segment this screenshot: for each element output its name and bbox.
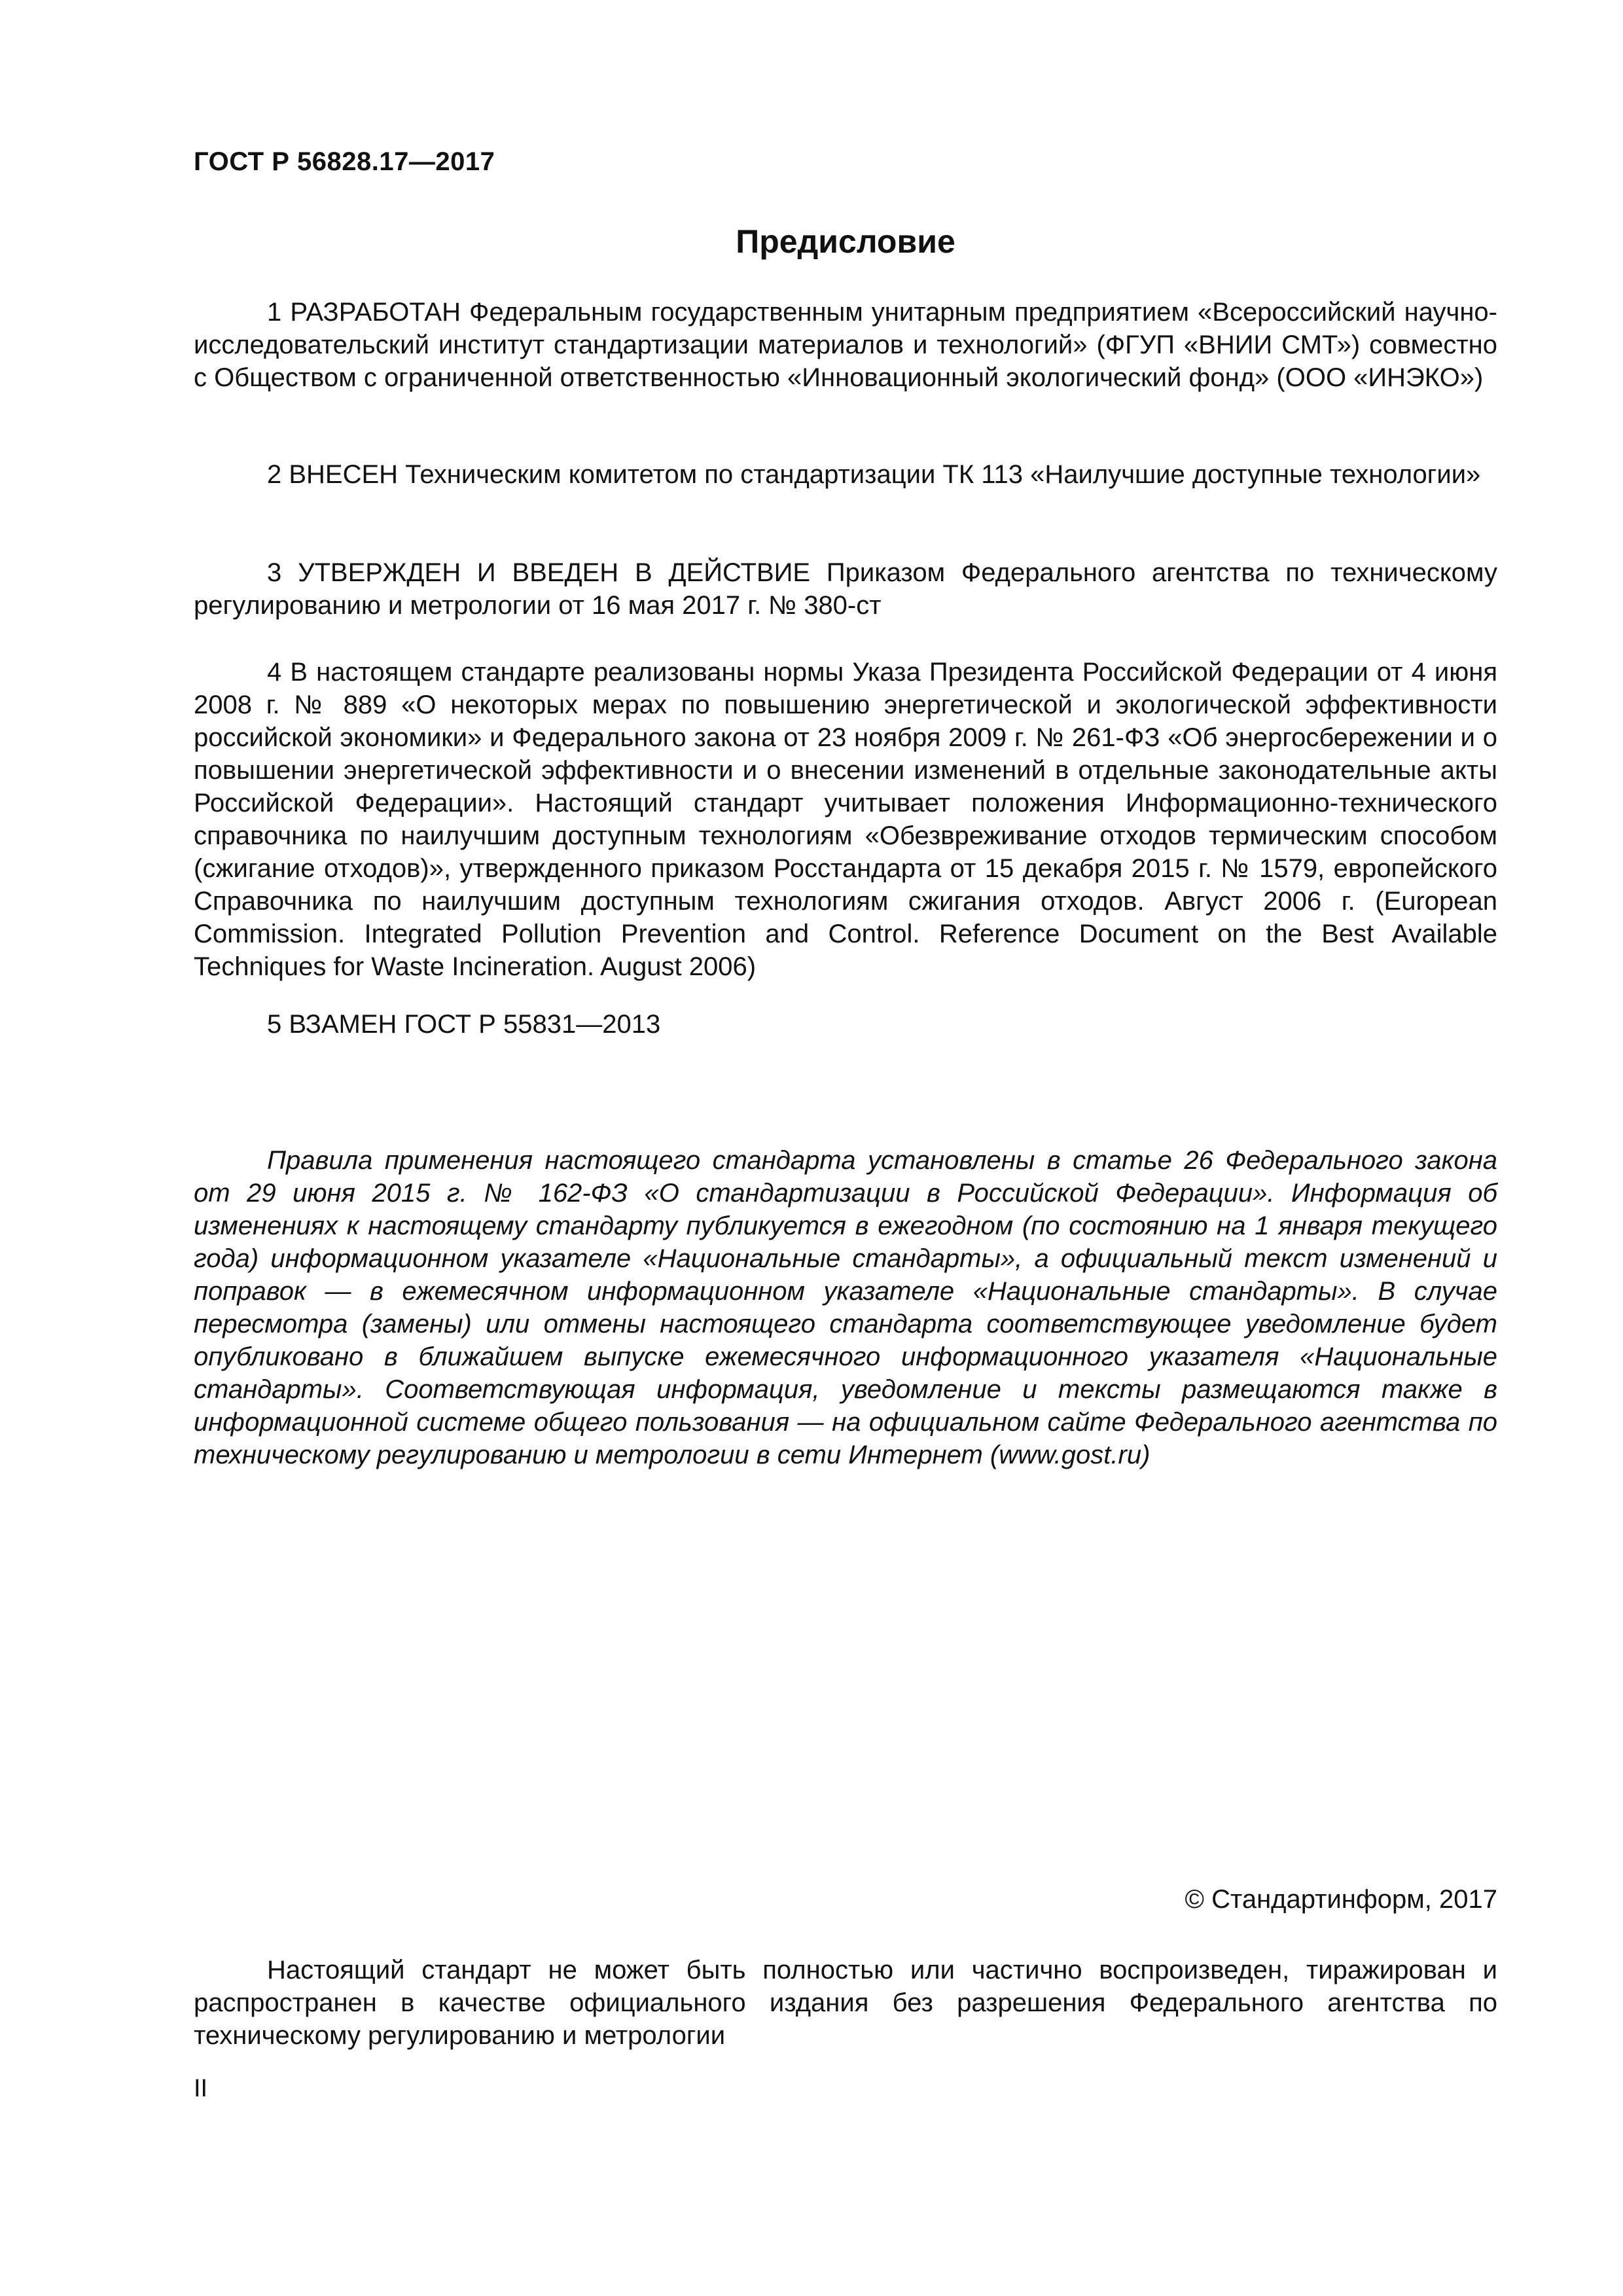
paragraph-introduced-by: 2 ВНЕСЕН Техническим комитетом по стандартизации ТК 113 «Наилучшие доступные технологии»	[267, 460, 1481, 489]
application-rules-notice: Правила применения настоящего стандарта установлены в статье 26 Федерального закона от 29 июня 2015 г. № 162-ФЗ «О стандартизации в Российской Федерации». Информация об изменениях к настоящему стандарту публикуется в ежегодном (по состоянию на 1 января текущего года) информационном указателе «Национальные стандарты», а официальный текст изменений и поправок — в ежемесячном информационном указателе «Национальные стандарты». В случае пересмотра (замены) или отмены настоящего стандарта соответствующее уведомление будет опубликовано в ближайшем выпуске ежемесячного информационного указателя «Национальные стандарты». Соответствующая информация, уведомление и тексты размещаются также в информационной системе общего пользования — на официальном сайте Федерального агентства по техническому регулированию и метрологии в сети Интернет (www.gost.ru)	[194, 1146, 1497, 1469]
paragraph-approved: 3 УТВЕРЖДЕН И ВВЕДЕН В ДЕЙСТВИЕ Приказом Федерального агентства по техническому регулированию и метрологии от 16 мая 2017 г. № 380-ст	[194, 558, 1497, 620]
copyright-notice: © Стандартинформ, 2017	[1185, 1885, 1497, 1914]
standard-code-header: ГОСТ Р 56828.17—2017	[194, 147, 495, 176]
paragraph-developed-by: 1 РАЗРАБОТАН Федеральным государственным унитарным предприятием «Всероссийский научно-исследовательский институт стандартизации материалов и технологий» (ФГУП «ВНИИ СМТ») совместно с Обществом с ограниченной ответственностью «Инновационный экологический фонд» (ООО «ИНЭКО»)	[194, 298, 1497, 392]
reproduction-notice: Настоящий стандарт не может быть полностью или частично воспроизведен, тиражирован и распространен в качестве официального издания без разрешения Федерального агентства по техническому регулированию и метрологии	[194, 1956, 1497, 2050]
paragraph-regulations: 4 В настоящем стандарте реализованы нормы Указа Президента Российской Федерации от 4 июня 2008 г. № 889 «О некоторых мерах по повышению энергетической и экологической эффективности российской экономики» и Федерального закона от 23 ноября 2009 г. № 261-ФЗ «Об энергосбережении и о повышении энергетической эффективности и о внесении изменений в отдельные законодательные акты Российской Федерации». Настоящий стандарт учитывает положения Информационно-технического справочника по наилучшим доступным технологиям «Обезвреживание отходов термическим способом (сжигание отходов)», утвержденного приказом Росстандарта от 15 декабря 2015 г. № 1579, европейского Справочника по наилучшим доступным технологиям сжигания отходов. Август 2006 г. (European Commission. Integrated Pollution Prevention and Control. Reference Document on the Best Available Techniques for Waste Incineration. August 2006)	[194, 658, 1497, 981]
page-number: II	[194, 2075, 208, 2102]
page-title: Предисловие	[736, 223, 955, 260]
paragraph-replaces: 5 ВЗАМЕН ГОСТ Р 55831—2013	[267, 1010, 661, 1039]
